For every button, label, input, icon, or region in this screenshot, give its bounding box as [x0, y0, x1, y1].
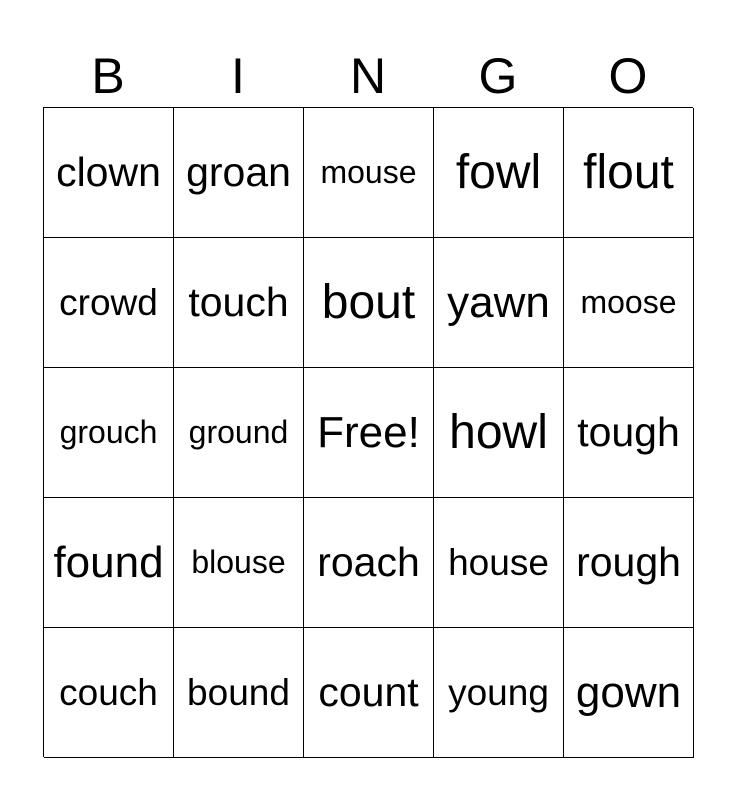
bingo-cell[interactable]: yawn	[434, 238, 564, 368]
bingo-cell[interactable]: tough	[564, 368, 694, 498]
bingo-cell[interactable]: found	[44, 498, 174, 628]
bingo-cell[interactable]: touch	[174, 238, 304, 368]
bingo-cell[interactable]: mouse	[304, 108, 434, 238]
bingo-cell[interactable]: count	[304, 628, 434, 758]
bingo-cell[interactable]: fowl	[434, 108, 564, 238]
bingo-cell[interactable]: bout	[304, 238, 434, 368]
bingo-cell[interactable]: blouse	[174, 498, 304, 628]
bingo-cell[interactable]: gown	[564, 628, 694, 758]
bingo-cell[interactable]: couch	[44, 628, 174, 758]
bingo-header	[43, 48, 693, 104]
free-space-cell[interactable]: Free!	[304, 368, 434, 498]
bingo-cell[interactable]: crowd	[44, 238, 174, 368]
bingo-cell[interactable]: rough	[564, 498, 694, 628]
bingo-cell[interactable]: groan	[174, 108, 304, 238]
header-letter-n: N	[349, 48, 387, 104]
header-letter-g: G	[478, 48, 518, 104]
bingo-cell[interactable]: howl	[434, 368, 564, 498]
bingo-cell[interactable]: clown	[44, 108, 174, 238]
bingo-cell[interactable]: moose	[564, 238, 694, 368]
bingo-cell[interactable]: bound	[174, 628, 304, 758]
bingo-board	[43, 107, 693, 757]
bingo-cell[interactable]: ground	[174, 368, 304, 498]
bingo-cell[interactable]: young	[434, 628, 564, 758]
bingo-cell[interactable]: flout	[564, 108, 694, 238]
header-letter-b: B	[91, 48, 125, 104]
bingo-cell[interactable]: grouch	[44, 368, 174, 498]
bingo-cell[interactable]: house	[434, 498, 564, 628]
header-letter-i: I	[231, 48, 245, 104]
header-letter-o: O	[608, 48, 648, 104]
bingo-cell[interactable]: roach	[304, 498, 434, 628]
